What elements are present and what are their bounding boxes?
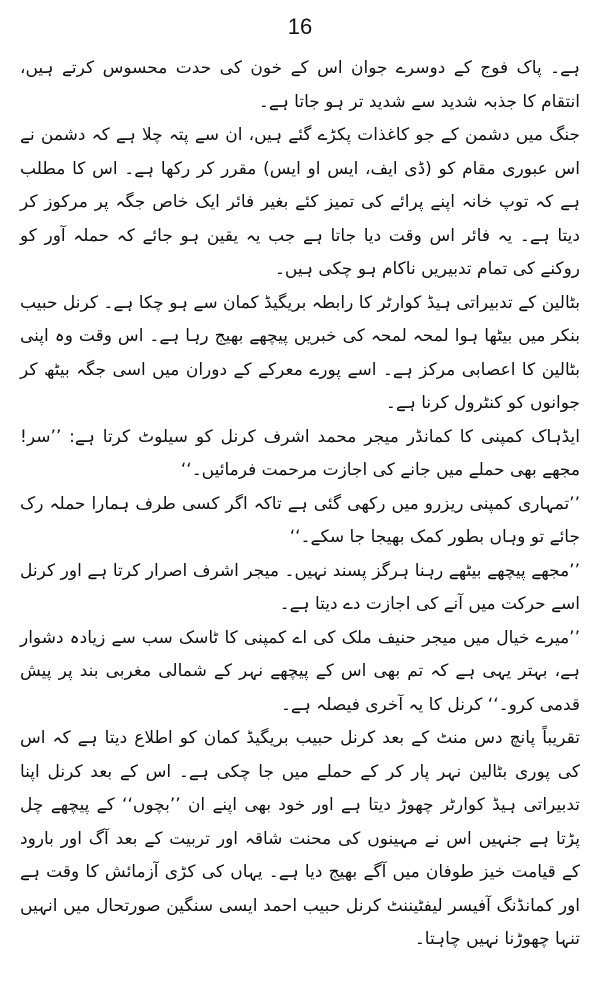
paragraph: ’’میرے خیال میں میجر حنیف ملک کی اے کمپنی کا ٹاسک سب سے زیادہ دشوار ہے، بہتر یہی ہے کہ تم بھی اس کے پیچھے نہر کے شمالی مغربی بند پر پیش قدمی کرو۔‘‘ کرنل کا یہ آخری فیصلہ ہے۔ bbox=[20, 627, 580, 715]
paragraph: ہے۔ پاک فوج کے دوسرے جوان اس کے خون کی حدت محسوس کرتے ہیں، انتقام کا جذبہ شدید سے شدید تر ہو جاتا ہے۔ bbox=[20, 58, 580, 112]
page-number: 16 bbox=[287, 14, 313, 39]
paragraph: تقریباً پانچ دس منٹ کے بعد کرنل حبیب بریگیڈ کمان کو اطلاع دیتا ہے کہ اس کی پوری بٹالین نہر پار کر کے حملے میں جا چکی ہے۔ اس کے بعد کرنل اپنا تدبیراتی ہیڈ کوارٹر چھوڑ دیتا ہے اور خود بھی اپنے ان ’’بچوں‘‘ کے پیچھے چل پڑتا ہے جنہیں اس نے مہینوں کی محنت شاقہ اور تربیت کے بعد آگ اور بارود کے قیامت خیز طوفان میں آگے بھیج دیا ہے۔ یہاں کی کڑی آزمائش کا وقت ہے اور کمانڈنگ آفیسر لیفٹیننٹ کرنل حبیب احمد ایسی سنگین صورتحال میں انہیں تنہا چھوڑنا نہیں چاہتا۔ bbox=[20, 728, 580, 949]
paragraph: ’’تمہاری کمپنی ریزرو میں رکھی گئی ہے تاکہ اگر کسی طرف ہمارا حملہ رک جائے تو وہاں بطور کمک بھیجا جا سکے۔‘‘ bbox=[20, 493, 580, 547]
paragraph: بٹالین کے تدبیراتی ہیڈ کوارٹر کا رابطہ بریگیڈ کمان سے ہو چکا ہے۔ کرنل حبیب بنکر میں بیٹھا ہوا لمحہ لمحہ کی خبریں پیچھے بھیج رہا ہے۔ اس وقت وہ اپنی بٹالین کا اعصابی مرکز ہے۔ اسے پورے معرکے کے دوران میں اسی جگہ بیٹھ کر جوانوں کو کنٹرول کرنا ہے۔ bbox=[20, 292, 580, 413]
page-text bbox=[20, 52, 580, 957]
paragraph: ’’مجھے پیچھے بیٹھے رہنا ہرگز پسند نہیں۔ میجر اشرف اصرار کرتا ہے اور کرنل اسے حرکت میں آنے کی اجازت دے دیتا ہے۔ bbox=[20, 560, 580, 614]
paragraph: جنگ میں دشمن کے جو کاغذات پکڑے گئے ہیں، ان سے پتہ چلا ہے کہ دشمن نے اس عبوری مقام کو (ڈی ایف، ایس او ایس) مقرر کر رکھا ہے۔ اس کا مطلب ہے کہ توپ خانہ اپنے پرائے کی تمیز کئے بغیر فائر ایک خاص جگہ پر مرکوز کر دیتا ہے۔ یہ فائر اس وقت دیا جاتا ہے جب یہ یقین ہو جائے کہ حملہ آور کو روکنے کی تمام تدبیریں ناکام ہو چکی ہیں۔ bbox=[20, 125, 580, 279]
paragraph: ایڈہاک کمپنی کا کمانڈر میجر محمد اشرف کرنل کو سیلوٹ کرتا ہے: ’’سر! مجھے بھی حملے میں جانے کی اجازت مرحمت فرمائیں۔‘‘ bbox=[20, 426, 580, 480]
